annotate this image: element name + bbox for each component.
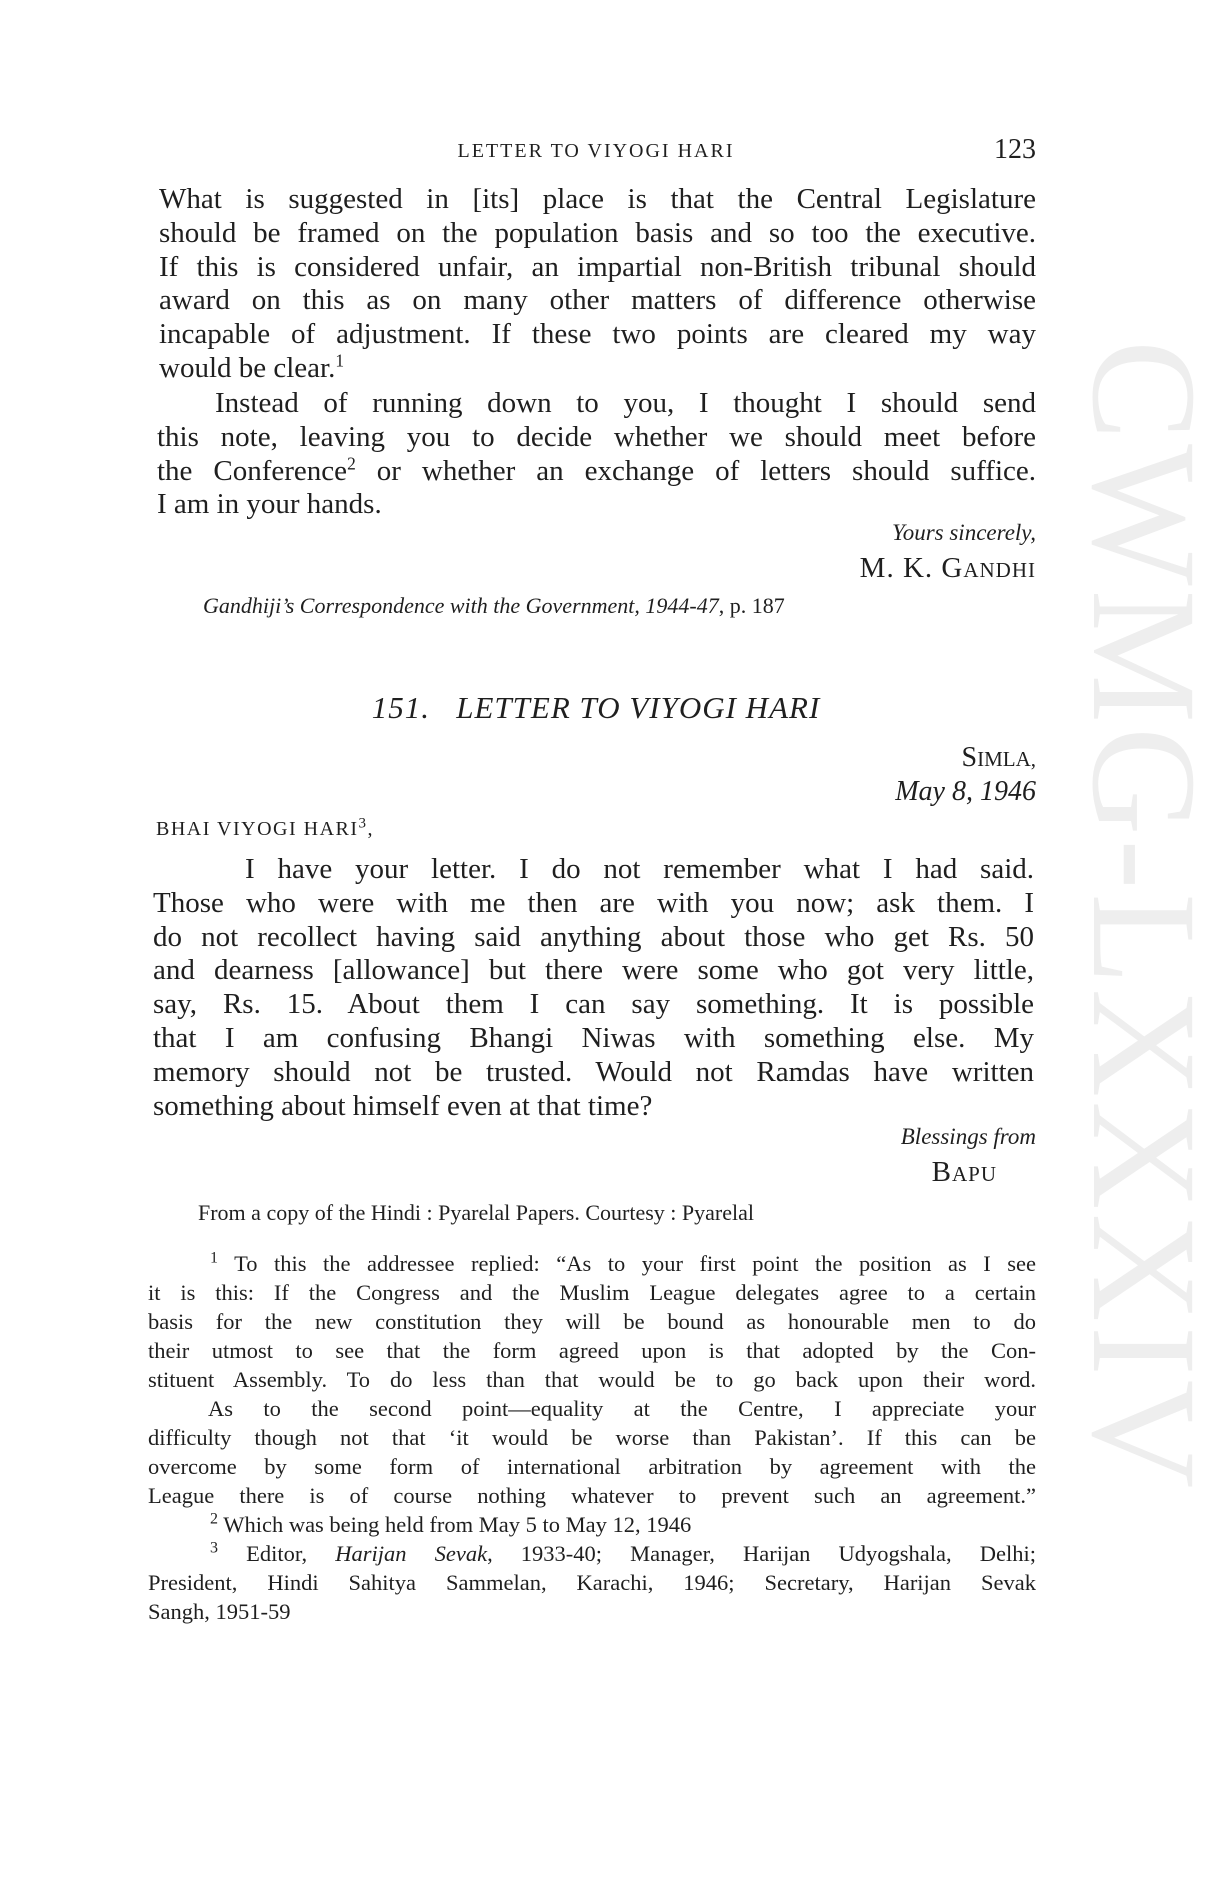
text-line xyxy=(159,352,1036,386)
text-line: do not recollect having said anything about those who get Rs. 50 xyxy=(153,920,1034,953)
footnote-mark: 3 xyxy=(358,815,368,832)
text-line: incapable of adjustment. If these two points are cleared my way xyxy=(159,318,1036,351)
salutation-text: BHAI VIYOGI HARI xyxy=(156,818,359,840)
text-line: basis for the new constitution they will be bound as honourable men to do xyxy=(148,1309,1036,1334)
text-line xyxy=(157,452,1036,489)
letter-closing: Blessings from xyxy=(900,1124,1036,1149)
letter-date: May 8, 1946 xyxy=(895,776,1036,807)
text-line: Those who were with me then are with you now; ask them. I xyxy=(153,886,1034,919)
letter-number: 151. xyxy=(371,690,430,725)
text-line: What is suggested in [its] place is that the Central Legislature xyxy=(159,183,1036,215)
text-line: award on this as on many other matters of difference otherwise xyxy=(159,284,1036,317)
text-line: Sangh, 1951-59 xyxy=(148,1599,291,1624)
previous-letter-signature xyxy=(860,552,1036,585)
text-line xyxy=(148,1249,1036,1278)
running-header xyxy=(156,134,1036,174)
text-line: memory should not be trusted. Would not Ramdas have written xyxy=(153,1055,1034,1088)
text-line: and dearness [allowance] but there were some who got very little, xyxy=(153,954,1034,987)
footnote-mark: 2 xyxy=(347,452,356,473)
footnote-1 xyxy=(148,1249,1036,1394)
letter-salutation xyxy=(156,815,375,841)
text-fragment: Editor, xyxy=(246,1541,336,1566)
previous-letter-closing: Yours sincerely, xyxy=(892,520,1036,545)
footnote-mark: 1 xyxy=(335,350,345,371)
letter-heading xyxy=(156,690,1036,726)
text-fragment: or whether an exchange of letters should suffice. xyxy=(355,454,1036,487)
place-rest: IMLA, xyxy=(977,747,1036,771)
watermark-text: CWMG-LXXXIV xyxy=(1061,340,1227,1493)
running-title: LETTER TO VIYOGI HARI xyxy=(457,140,735,162)
text-line: say, Rs. 15. About them I can say something. It is possible xyxy=(153,988,1034,1021)
text-line: Instead of running down to you, I thought I should send xyxy=(215,387,1036,419)
page-number: 123 xyxy=(994,134,1036,165)
text-fragment: Which was being held from May 5 to May 12, 1946 xyxy=(223,1512,692,1537)
footnote-number: 1 xyxy=(210,1249,218,1267)
footnote-1-continued xyxy=(148,1394,1036,1510)
text-line: President, Hindi Sahitya Sammelan, Karachi, 1946; Secretary, Harijan Sevak xyxy=(148,1570,1036,1595)
text-line: something about himself even at that time? xyxy=(153,1089,653,1122)
source-title: Gandhiji’s Correspondence with the Government, 1944-47 xyxy=(203,593,719,618)
place-initial: S xyxy=(961,742,978,773)
letter-title: LETTER TO VIYOGI HARI xyxy=(456,690,821,725)
footnote-number: 3 xyxy=(210,1539,218,1557)
signature-initial: B xyxy=(931,1156,952,1188)
salutation-comma: , xyxy=(367,818,375,840)
text-fragment: To this the addressee replied: “As to your first point the position as I see xyxy=(234,1251,1036,1276)
text-fragment: the Conference xyxy=(157,454,348,487)
text-line xyxy=(148,1539,1036,1568)
text-line: If this is considered unfair, an impartial non-British tribunal should xyxy=(159,250,1036,283)
text-line: it is this: If the Congress and the Muslim League delegates agree to a certain xyxy=(148,1280,1036,1305)
letter-body xyxy=(153,853,1034,1123)
text-fragment-italic: Harijan Sevak xyxy=(335,1541,488,1566)
signature-rest: ANDHI xyxy=(963,558,1036,582)
text-line: As to the second point—equality at the Centre, I appreciate your xyxy=(208,1396,1036,1421)
text-line xyxy=(210,1510,910,1539)
text-line: overcome by some form of international arbitration by agreement with the xyxy=(148,1454,1036,1479)
text-line: stituent Assembly. To do less than that would be to go back upon their word. xyxy=(148,1367,1036,1392)
text-fragment: would be clear. xyxy=(159,351,336,384)
text-line: their utmost to see that the form agreed upon is that adopted by the Con- xyxy=(148,1338,1036,1363)
letter-place xyxy=(962,742,1037,774)
text-line: I have your letter. I do not remember what I had said. xyxy=(245,853,1034,885)
text-line: this note, leaving you to decide whether we should meet before xyxy=(157,420,1036,453)
text-line: difficulty though not that ‘it would be worse than Pakistan’. If this can be xyxy=(148,1425,1036,1450)
letter-source: From a copy of the Hindi : Pyarelal Papers. Courtesy : Pyarelal xyxy=(198,1200,754,1225)
text-line: should be framed on the population basis and so too the executive. xyxy=(159,216,1036,249)
signature-rest: APU xyxy=(951,1162,997,1186)
letter-signature xyxy=(932,1156,997,1189)
text-fragment: , 1933-40; Manager, Harijan Udyogshala, Delhi; xyxy=(487,1541,1037,1566)
text-line: that I am confusing Bhangi Niwas with something else. My xyxy=(153,1021,1034,1054)
source-page: , p. 187 xyxy=(718,593,785,618)
footnote-number: 2 xyxy=(210,1510,218,1528)
footnote-3 xyxy=(148,1539,1036,1626)
previous-letter-paragraph-2 xyxy=(157,387,1036,522)
previous-letter-paragraph-1 xyxy=(159,183,1036,386)
previous-letter-source xyxy=(203,593,785,619)
text-line: League there is of course nothing whatever to prevent such an agreement.” xyxy=(148,1483,1036,1508)
watermark xyxy=(1060,340,1229,1600)
footnote-2 xyxy=(210,1510,910,1539)
text-line: I am in your hands. xyxy=(157,488,382,521)
signature-initials: M. K. G xyxy=(859,552,964,584)
